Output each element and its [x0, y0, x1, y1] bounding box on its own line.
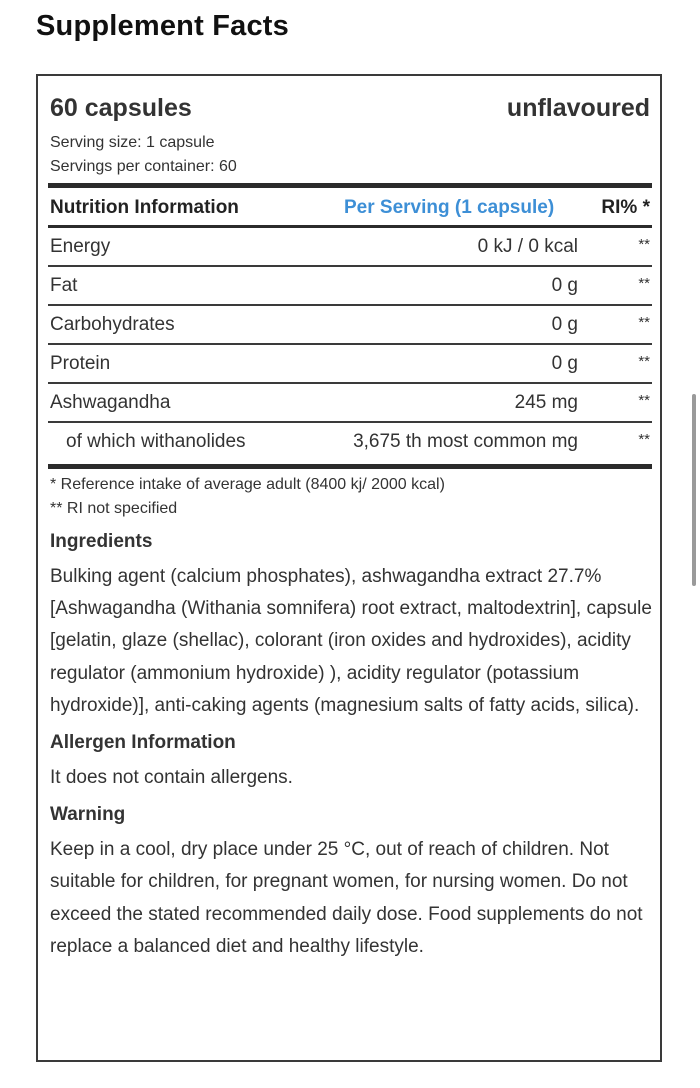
row-ri: ** [638, 236, 650, 253]
serving-size: Serving size: 1 capsule [50, 134, 215, 151]
row-ri: ** [638, 353, 650, 370]
supplement-facts-panel [36, 74, 662, 1062]
table-header [48, 188, 652, 225]
divider-thick [48, 464, 652, 469]
flavour-label: unflavoured [506, 94, 650, 122]
footnote-ri: ** RI not specified [50, 500, 178, 517]
table-row [48, 306, 652, 345]
scrollbar[interactable] [692, 394, 696, 586]
allergen-heading: Allergen Information [50, 732, 236, 754]
allergen-text: It does not contain allergens. [50, 767, 293, 789]
row-value: 0 g [551, 275, 578, 296]
table-row [48, 345, 652, 384]
column-header-ri: RI% * [601, 197, 650, 218]
row-ri: ** [638, 392, 650, 409]
capsule-count: 60 capsules [50, 94, 192, 122]
table-row [48, 228, 652, 267]
servings-per-container: Servings per container: 60 [50, 158, 237, 175]
table-row [48, 267, 652, 306]
row-value: 3,675 th most common mg [353, 431, 578, 452]
table-row [48, 384, 652, 423]
row-name: Ashwagandha [50, 392, 171, 413]
product-header [48, 76, 652, 124]
column-header-per-serving: Per Serving (1 capsule) [344, 197, 555, 218]
row-name: Energy [50, 236, 111, 257]
warning-heading: Warning [50, 804, 126, 826]
row-value: 0 g [551, 353, 578, 374]
page-title: Supplement Facts [36, 10, 289, 42]
row-name: Protein [50, 353, 111, 374]
footnote-reference: * Reference intake of average adult (8400 kj/ 2000 kcal) [50, 476, 445, 493]
row-name: Fat [50, 275, 78, 296]
panel-content [48, 76, 652, 963]
row-ri: ** [638, 314, 650, 331]
row-value: 0 kJ / 0 kcal [477, 236, 578, 257]
row-ri: ** [638, 431, 650, 448]
table-row [48, 423, 652, 460]
ingredients-text: Bulking agent (calcium phosphates), ashwagandha extract 27.7% [Ashwagandha (Withania somnifera) root extract, maltodextrin], capsule [gelatin, glaze (shellac), colorant (iron oxides and hydroxides), acidity regulator (ammonium hydroxide) ), acidity regulator (potassium hydroxide)], anti-caking agents (magnesium salts of fatty acids, silica). [50, 566, 652, 716]
ingredients-heading: Ingredients [50, 531, 153, 552]
row-name: of which withanolides [66, 431, 246, 452]
row-value: 245 mg [514, 392, 578, 413]
row-name: Carbohydrates [50, 314, 175, 335]
row-value: 0 g [551, 314, 578, 335]
column-header-name: Nutrition Information [50, 197, 239, 218]
warning-text: Keep in a cool, dry place under 25 °C, out of reach of children. Not suitable for children, for pregnant women, for nursing women. Do not exceed the stated recommended daily dose. Food supplements do not replace a balanced diet and healthy lifestyle. [50, 839, 643, 957]
row-ri: ** [638, 275, 650, 292]
